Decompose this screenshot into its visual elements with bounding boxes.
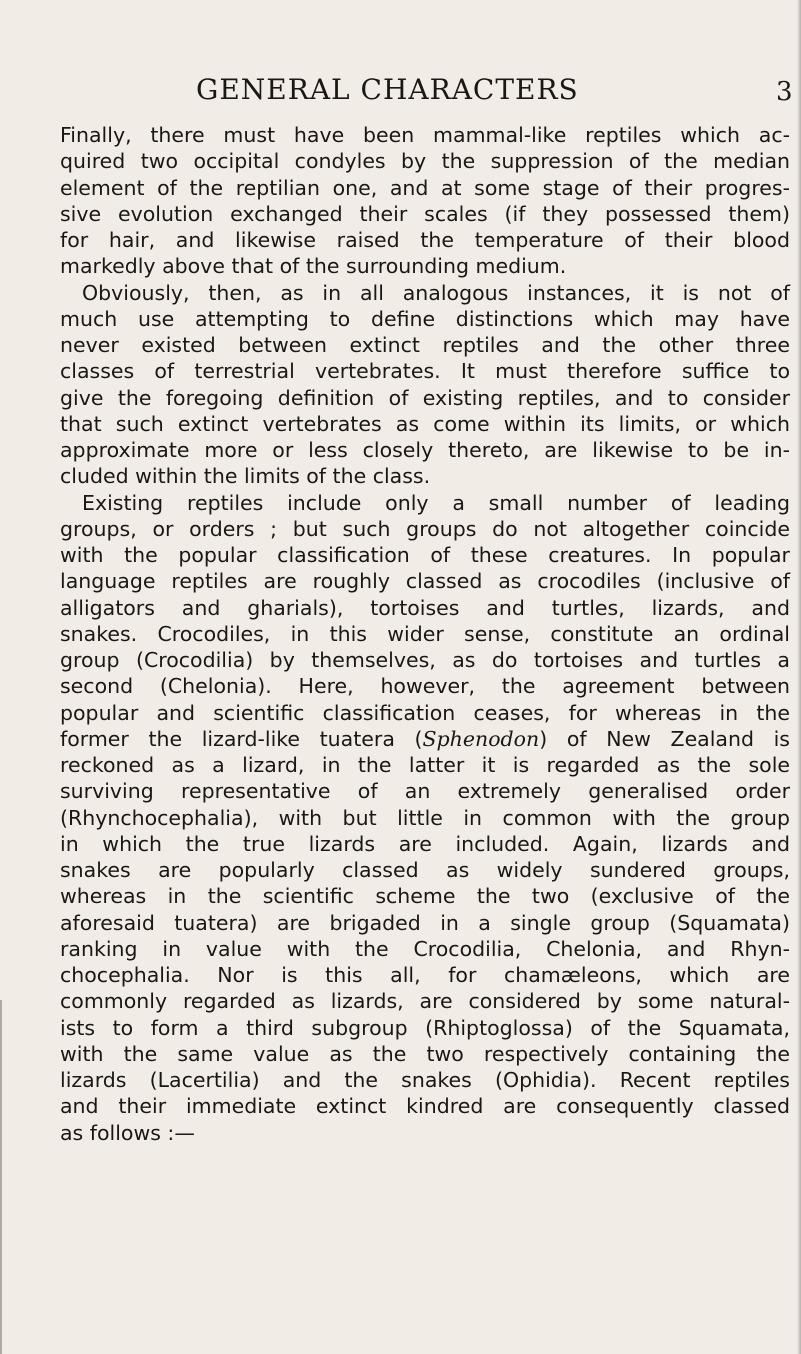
- text-line: surviving representative of an extremely generalised order: [60, 779, 790, 804]
- running-head: [0, 72, 801, 112]
- text-line: chocephalia. Nor is this all, for chamæleons, which are: [60, 963, 790, 987]
- text-line: quired two occipital condyles by the suppression of the median: [60, 149, 790, 174]
- text-fragment: ) of New Zealand is: [539, 726, 790, 751]
- text-line: aforesaid tuatera) are brigaded in a single group (Squamata): [60, 910, 790, 935]
- text-line: ists to form a third subgroup (Rhiptoglossa) of the Squamata,: [60, 1015, 790, 1040]
- text-line: and their immediate extinct kindred are consequently classed: [60, 1094, 790, 1119]
- text-line: never existed between extinct reptiles and the other three: [60, 333, 790, 357]
- text-line: (Rhynchocephalia), with but little in common with the group: [60, 805, 790, 830]
- text-line: element of the reptilian one, and at some stage of their progres-: [60, 175, 790, 200]
- text-line: cluded within the limits of the class.: [60, 464, 431, 489]
- text-line: Finally, there must have been mammal-like reptiles which ac-: [60, 123, 790, 147]
- page-edge-shadow: [797, 0, 801, 1354]
- text-line: in which the true lizards are included. Again, lizards and: [60, 831, 790, 856]
- text-line: approximate more or less closely thereto, are likewise to be in-: [60, 438, 790, 462]
- text-line: markedly above that of the surrounding medium.: [60, 254, 567, 279]
- text-line: popular and scientific classification ceases, for whereas in the: [60, 700, 790, 725]
- italic-genus-name: Sphenodon: [422, 726, 540, 751]
- text-line: with the same value as the two respectively containing the: [60, 1041, 790, 1066]
- running-head-title: GENERAL CHARACTERS: [196, 73, 579, 106]
- text-line: give the foregoing definition of existing reptiles, and to consider: [60, 385, 790, 410]
- text-line: [60, 726, 790, 752]
- text-line: Obviously, then, as in all analogous instances, it is not of: [82, 280, 790, 305]
- page-number: 3: [776, 77, 793, 107]
- text-line: much use attempting to define distinctions which may have: [60, 306, 790, 331]
- body-text: [60, 122, 790, 1146]
- text-line: groups, or orders ; but such groups do not altogether coincide: [60, 516, 790, 541]
- text-line: group (Crocodilia) by themselves, as do tortoises and turtles a: [60, 648, 790, 672]
- text-line: that such extinct vertebrates as come within its limits, or which: [60, 411, 790, 436]
- text-line: commonly regarded as lizards, are considered by some natural-: [60, 989, 790, 1014]
- text-line: alligators and gharials), tortoises and turtles, lizards, and: [60, 595, 790, 620]
- text-line: for hair, and likewise raised the temperature of their blood: [60, 228, 790, 252]
- text-line: lizards (Lacertilia) and the snakes (Ophidia). Recent reptiles: [60, 1068, 790, 1092]
- text-line: snakes. Crocodiles, in this wider sense, constitute an ordinal: [60, 621, 790, 646]
- text-line: whereas in the scientific scheme the two (exclusive of the: [60, 884, 790, 909]
- text-line: with the popular classification of these creatures. In popular: [60, 543, 790, 567]
- text-line: sive evolution exchanged their scales (if they possessed them): [60, 201, 790, 226]
- text-line: language reptiles are roughly classed as crocodiles (inclusive of: [60, 569, 790, 594]
- binding-edge-mark: [0, 1000, 2, 1354]
- text-line: ranking in value with the Crocodilia, Chelonia, and Rhyn-: [60, 936, 790, 961]
- text-line: snakes are popularly classed as widely sundered groups,: [60, 858, 790, 882]
- text-line: as follows :—: [60, 1120, 195, 1145]
- text-line: Existing reptiles include only a small number of leading: [82, 490, 790, 515]
- text-fragment: former the lizard-like tuatera (: [60, 726, 423, 751]
- text-line: second (Chelonia). Here, however, the agreement between: [60, 674, 790, 699]
- text-line: reckoned as a lizard, in the latter it is regarded as the sole: [60, 753, 790, 777]
- text-line: classes of terrestrial vertebrates. It must therefore suffice to: [60, 359, 790, 384]
